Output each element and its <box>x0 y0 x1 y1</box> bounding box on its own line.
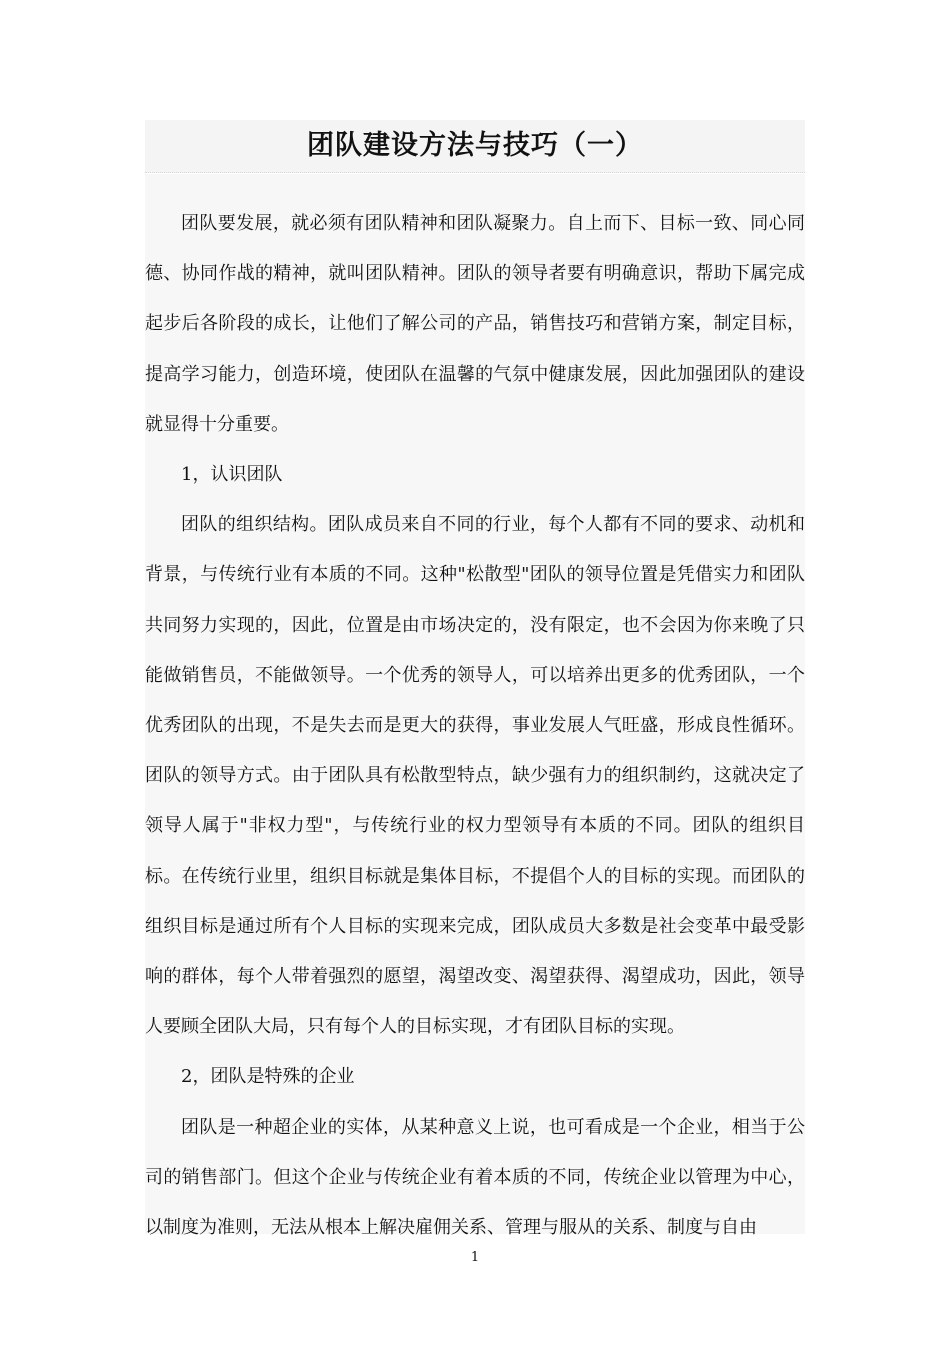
paragraph-intro: 团队要发展，就必须有团队精神和团队凝聚力。自上而下、目标一致、同心同德、协同作战的精神，就叫团队精神。团队的领导者要有明确意识，帮助下属完成起步后各阶段的成长，让他们了解公司的产品，销售技巧和营销方案，制定目标，提高学习能力，创造环境，使团队在温馨的气氛中健康发展，因此加强团队的建设就显得十分重要。 <box>145 213 805 435</box>
paragraph-section-1: 团队的组织结构。团队成员来自不同的行业，每个人都有不同的要求、动机和背景，与传统行业有本质的不同。这种"松散型"团队的领导位置是凭借实力和团队共同努力实现的，因此，位置是由市场决定的，没有限定，也不会因为你来晚了只能做销售员，不能做领导。一个优秀的领导人，可以培养出更多的优秀团队，一个优秀团队的出现，不是失去而是更大的获得，事业发展人气旺盛，形成良性循环。团队的领导方式。由于团队具有松散型特点，缺少强有力的组织制约，这就决定了领导人属于"非权力型"，与传统行业的权力型领导有本质的不同。团队的组织目标。在传统行业里，组织目标就是集体目标，不提倡个人的目标的实现。而团队的组织目标是通过所有个人目标的实现来完成，团队成员大多数是社会变革中最受影响的群体，每个人带着强烈的愿望，渴望改变、渴望获得、渴望成功，因此，领导人要顾全团队大局，只有每个人的目标实现，才有团队目标的实现。 <box>145 514 805 1038</box>
paragraph-section-2: 团队是一种超企业的实体，从某种意义上说，也可看成是一个企业，相当于公司的销售部门。但这个企业与传统企业有着本质的不同，传统企业以管理为中心，以制度为准则，无法从根本上解决雇佣关系、管理与服从的关系、制度与自由 <box>145 1116 805 1239</box>
document-body <box>145 199 805 1253</box>
section-heading-1: 1，认识团队 <box>181 464 283 486</box>
document-title: 团队建设方法与技巧（一） <box>307 130 643 161</box>
page-number: 1 <box>470 1250 480 1265</box>
section-heading-2: 2，团队是特殊的企业 <box>181 1066 355 1088</box>
